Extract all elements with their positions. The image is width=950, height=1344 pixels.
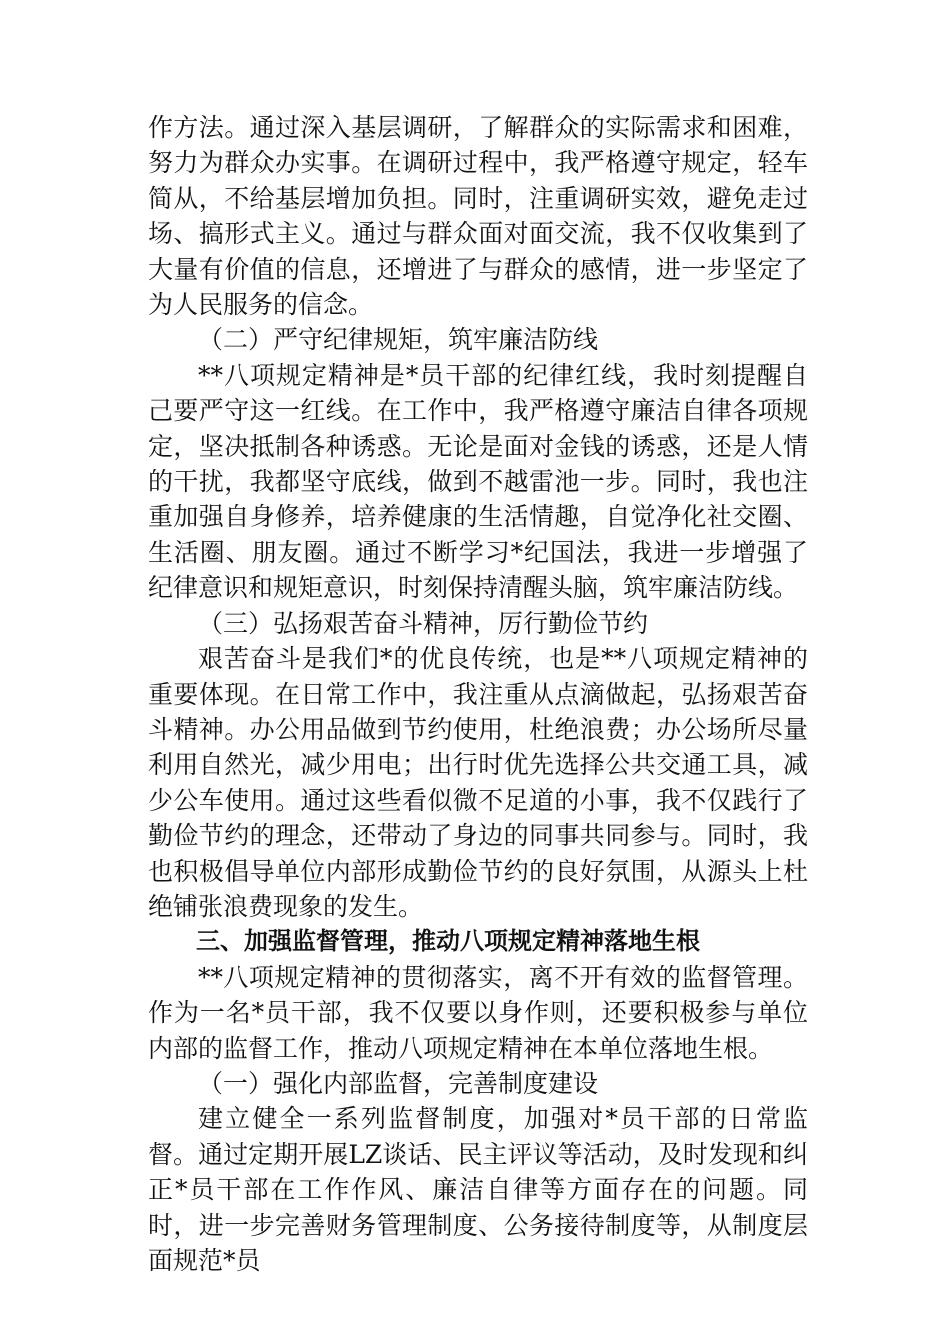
- section-heading-supervision: 三、加强监督管理，推动八项规定精神落地生根: [196, 927, 700, 956]
- paragraph-supervision-intro: **八项规定精神的贯彻落实，离不开有效的监督管理。作为一名*员干部，我不仅要以身作则，还要积极参与单位内部的监督工作，推动八项规定精神在本单位落地生根。: [148, 962, 808, 1063]
- document-body: [148, 110, 808, 1278]
- paragraph-continuation: 作方法。通过深入基层调研，了解群众的实际需求和困难，努力为群众办实事。在调研过程中，我严格遵守规定，轻车简从，不给基层增加负担。同时，注重调研实效，避免走过场、搞形式主义。通过与群众面对面交流，我不仅收集到了大量有价值的信息，还增进了与群众的感情，进一步坚定了为人民服务的信念。: [148, 113, 808, 320]
- subheading-discipline: （二）严守纪律规矩，筑牢廉洁防线: [198, 325, 599, 355]
- subheading-internal-supervision: （一）强化内部监督，完善制度建设: [198, 1068, 599, 1098]
- paragraph-internal-supervision: 建立健全一系列监督制度，加强对*员干部的日常监督。通过定期开展LZ谈话、民主评议等活动，及时发现和纠正*员干部在工作作风、廉洁自律等方面存在的问题。同时，进一步完善财务管理制度、公务接待制度等，从制度层面规范*员: [148, 1104, 808, 1275]
- paragraph-discipline: **八项规定精神是*员干部的纪律红线，我时刻提醒自己要严守这一红线。在工作中，我严格遵守廉洁自律各项规定，坚决抵制各种诱惑。无论是面对金钱的诱惑，还是人情的干扰，我都坚守底线，做到不越雷池一步。同时，我也注重加强自身修养，培养健康的生活情趣，自觉净化社交圈、生活圈、朋友圈。通过不断学习*纪国法，我进一步增强了纪律意识和规矩意识，时刻保持清醒头脑，筑牢廉洁防线。: [148, 360, 808, 603]
- paragraph-frugality: 艰苦奋斗是我们*的优良传统，也是**八项规定精神的重要体现。在日常工作中，我注重从点滴做起，弘扬艰苦奋斗精神。办公用品做到节约使用，杜绝浪费；办公场所尽量利用自然光，减少用电；出行时优先选择公共交通工具，减少公车使用。通过这些看似微不足道的小事，我不仅践行了勤俭节约的理念，还带动了身边的同事共同参与。同时，我也积极倡导单位内部形成勤俭节约的良好氛围，从源头上杜绝铺张浪费现象的发生。: [148, 644, 808, 921]
- subheading-frugality: （三）弘扬艰苦奋斗精神，厉行勤俭节约: [198, 608, 649, 638]
